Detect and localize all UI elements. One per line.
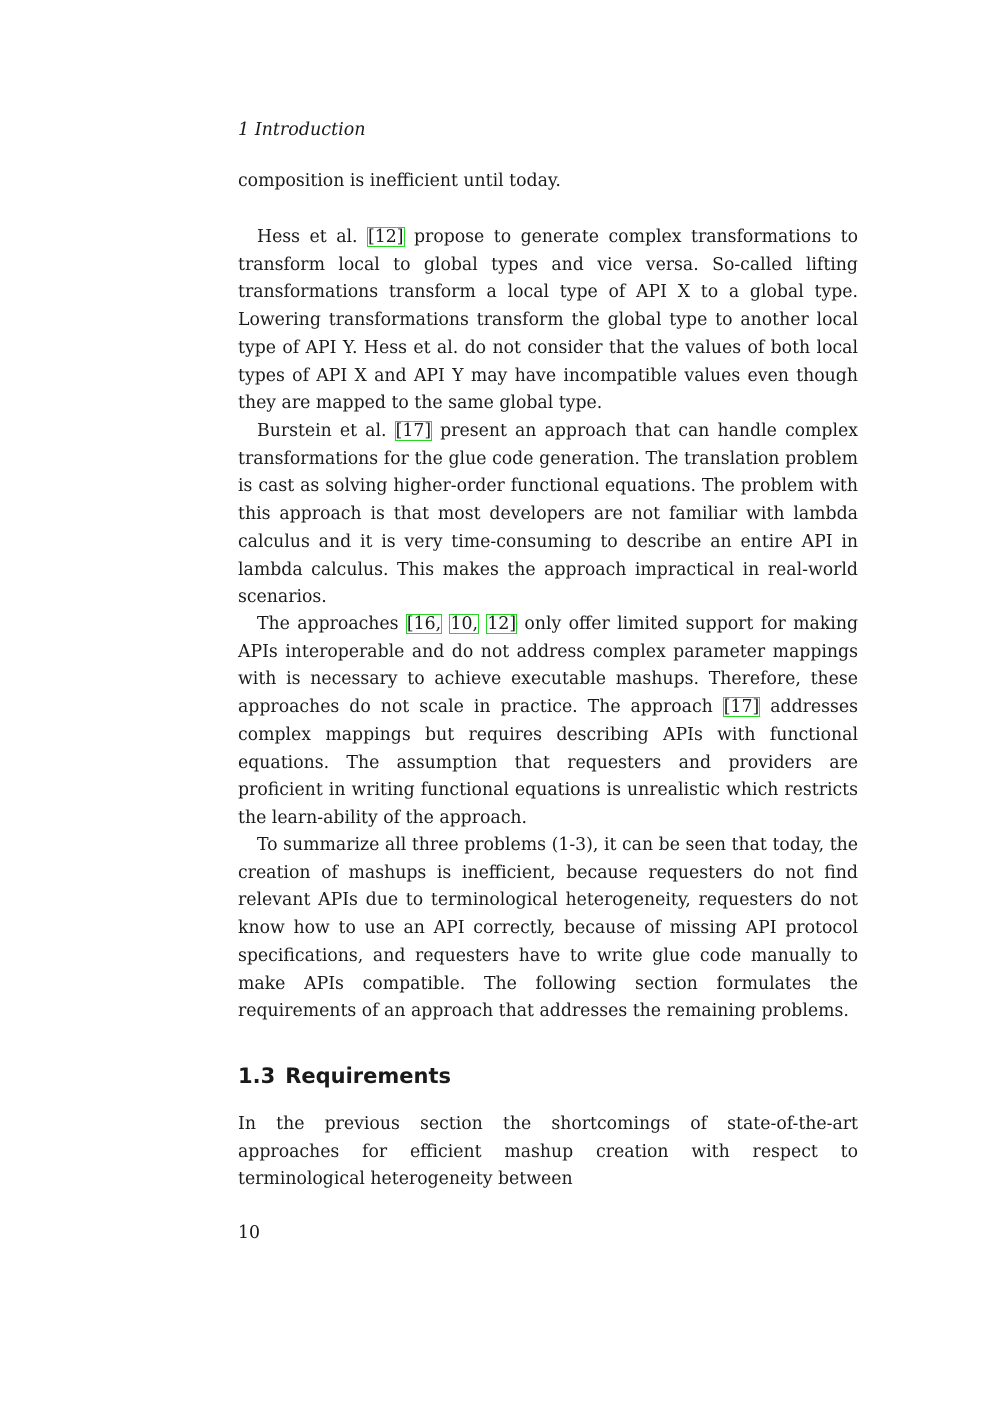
citation-link[interactable]: [17]: [723, 697, 760, 718]
paragraph-summary: To summarize all three problems (1-3), it can be seen that today, the creation of mashups is inefficient, because requesters do not find relevant APIs due to terminological heterogeneity, requesters do not know how to use an API correctly, because of missing API protocol specifications, and requesters have to write glue code manually to make APIs compatible. The following section formulates the requirements of an approach that addresses the remaining problems.: [238, 835, 858, 1022]
paragraph-block-1: [238, 168, 858, 196]
citation-link[interactable]: 12]: [487, 614, 517, 634]
text-span: Hess et al.: [257, 227, 368, 247]
text-span: propose to generate complex transformations to transform local to global types and vice versa. So-called lifting transformations transform a local type of API X to a global type. Lowering transformations transform the global type to another local type of API Y. Hess et al. do not consider that the values of both local types of API X and API Y may have incompatible values even though they are mapped to the same global type.: [238, 227, 858, 414]
section-heading: [238, 1060, 451, 1092]
text-span: Burstein et al.: [257, 421, 395, 441]
paragraph-requirements-intro: In the previous section the shortcomings of state-of-the-art approaches for efficient mashup creation with respect to terminological heterogeneity between: [238, 1114, 858, 1190]
paragraph-block-6: [238, 1111, 858, 1194]
page-number: 10: [238, 1223, 260, 1243]
paragraph-block-2: [238, 224, 858, 418]
text-span: present an approach that can handle complex transformations for the glue code generation. The translation problem is cast as solving higher-order functional equations. The problem with this approach is that most developers are not familiar with lambda calculus and it is very time-consuming to describe an entire API in lambda calculus. This makes the approach impractical in real-world scenarios.: [238, 421, 858, 608]
running-head: 1 Introduction: [238, 120, 366, 140]
citation-link[interactable]: 10,: [450, 614, 478, 634]
citation-link[interactable]: [12]: [368, 227, 404, 247]
section-title: Requirements: [285, 1064, 452, 1088]
paragraph-block-3: [238, 418, 858, 612]
text-span: only offer limited support for making APIs interoperable and do not address complex parameter mappings with is necessary to achieve executable mashups. Therefore, these approaches do not scale in practice. The approach: [238, 614, 859, 718]
text-span: addresses complex mappings but requires describing APIs with functional equations. The assumption that requesters and providers are proficient in writing functional equations is unrealistic which restricts the learn-ability of the approach.: [238, 697, 858, 828]
paragraph-burstein: [238, 418, 858, 612]
paragraph-continuation: composition is inefficient until today.: [238, 171, 561, 191]
paragraph-block-5: [238, 832, 858, 1026]
citation-link[interactable]: [16,: [406, 614, 442, 634]
citation-link[interactable]: [17]: [395, 421, 432, 441]
section-number: 1.3: [238, 1064, 276, 1088]
paragraph-hess: [238, 224, 858, 418]
paragraph-block-4: [238, 611, 858, 833]
paragraph-approaches: [238, 611, 858, 833]
text-span: The approaches: [257, 614, 406, 634]
